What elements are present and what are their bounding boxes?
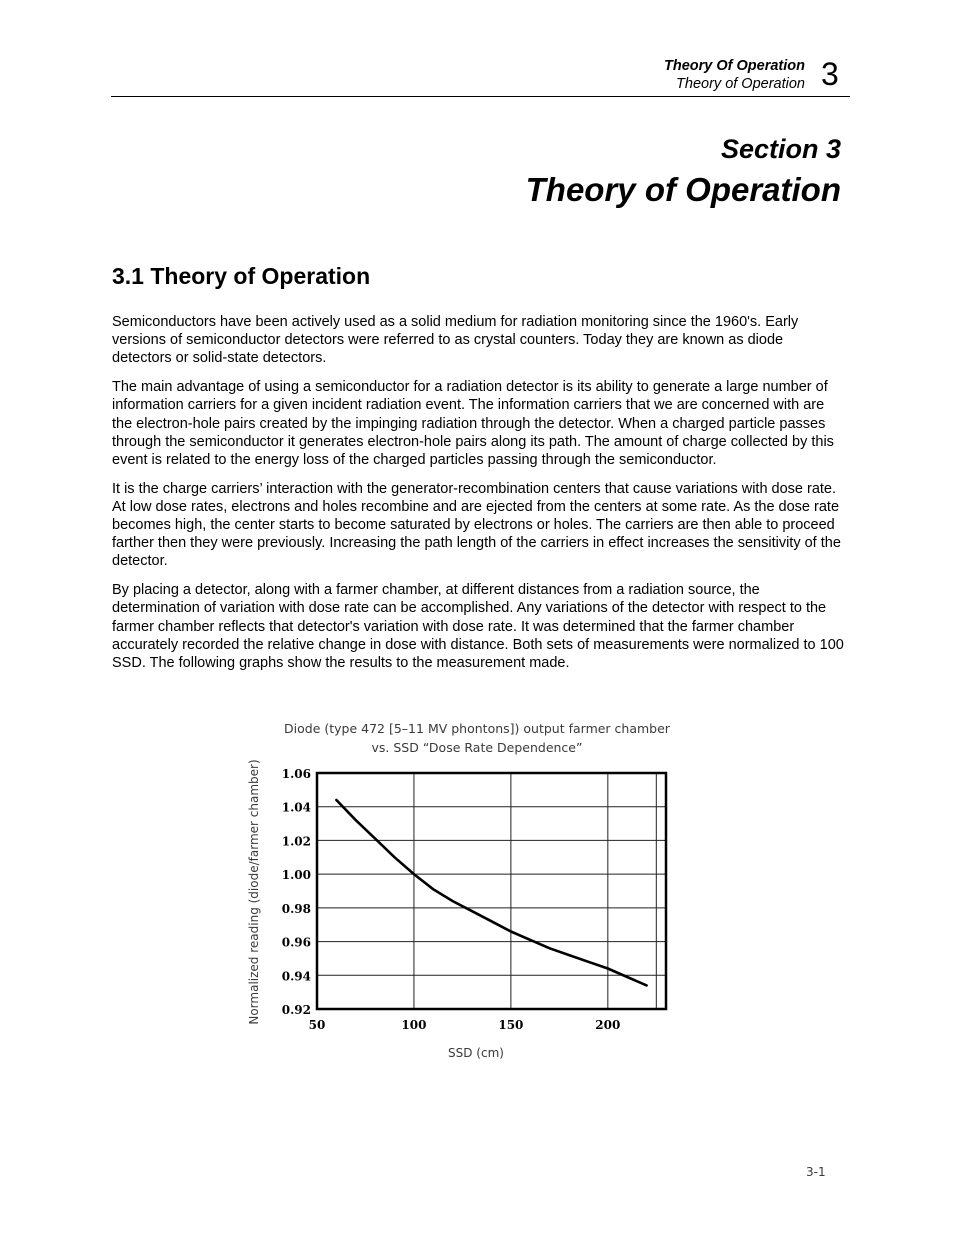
figure-title-line: Diode (type 472 [5–11 MV phontons]) output farmer chamber	[284, 721, 670, 736]
section-title: Theory of Operation	[525, 171, 841, 208]
header-rule	[111, 96, 850, 97]
page-number: 3-1	[806, 1165, 826, 1179]
y-tick-label: 0.94	[281, 969, 311, 984]
paragraph: By placing a detector, along with a farmer chamber, at different distances from a radiation source, the determination of variation with dose rate can be accomplished. Any variations of the detector with respect to the farmer chamber reflects that detector's variation with dose rate. It was determined that the farmer chamber accurately recorded the relative change in dose with distance. Both sets of measurements were normalized to 100 SSD. The following graphs show the results to the measurement made.	[112, 582, 844, 671]
subsection-heading: 3.1 Theory of Operation	[112, 263, 371, 289]
series-line	[336, 800, 646, 985]
x-tick-label: 100	[401, 1018, 427, 1032]
figure-title	[255, 720, 699, 757]
running-header-title: Theory Of Operation	[664, 58, 805, 74]
x-tick-label: 200	[595, 1018, 621, 1032]
x-tick-label: 150	[498, 1018, 524, 1032]
y-tick-label: 1.04	[281, 800, 311, 815]
figure-title-line: vs. SSD “Dose Rate Dependence”	[371, 739, 583, 755]
y-tick-label: 0.92	[281, 1003, 311, 1017]
y-tick-label: 0.98	[281, 901, 311, 916]
running-header-subtitle: Theory of Operation	[676, 76, 805, 92]
y-tick-label: 1.06	[281, 767, 311, 781]
plot-frame	[317, 773, 666, 1009]
chapter-number: 3	[821, 56, 839, 92]
x-axis-label: SSD (cm)	[448, 1046, 504, 1060]
paragraph: It is the charge carriers’ interaction with the generator-recombination centers that cause variations with dose rate. At low dose rates, electrons and holes recombine and are ejected from the centers at some rate. As the dose rate becomes high, the center starts to become saturated by electrons or holes. The carriers are then able to proceed farther then they were previously. Increasing the path length of the carriers in effect increases the sensitivity of the detector.	[112, 480, 841, 570]
paragraph: Semiconductors have been actively used as a solid medium for radiation monitoring since the 1960's. Early versions of semiconductor detectors were referred to as crystal counters. Today they are known as diode detectors or solid-state detectors.	[112, 314, 799, 367]
y-tick-label: 1.02	[281, 834, 311, 849]
x-tick-label: 50	[308, 1018, 326, 1032]
y-axis-label-text: Normalized reading (diode/farmer chamber)	[247, 759, 261, 1025]
paragraph: The main advantage of using a semiconductor for a radiation detector is its ability to generate a large number of information carriers for a given incident radiation event. The information carriers that we are concerned with are the electron-hole pairs created by the impinging radiation through the detector. When a charged particle passes through the semiconductor it generates electron-hole pairs along its path. The amount of charge collected by this event is related to the energy loss of the charged particles passing through the semiconductor.	[112, 379, 834, 468]
line-chart	[270, 760, 682, 1045]
body-text	[112, 313, 846, 683]
y-tick-label: 1.00	[281, 868, 311, 883]
y-tick-label: 0.96	[281, 935, 311, 950]
section-label: Section 3	[720, 134, 841, 164]
